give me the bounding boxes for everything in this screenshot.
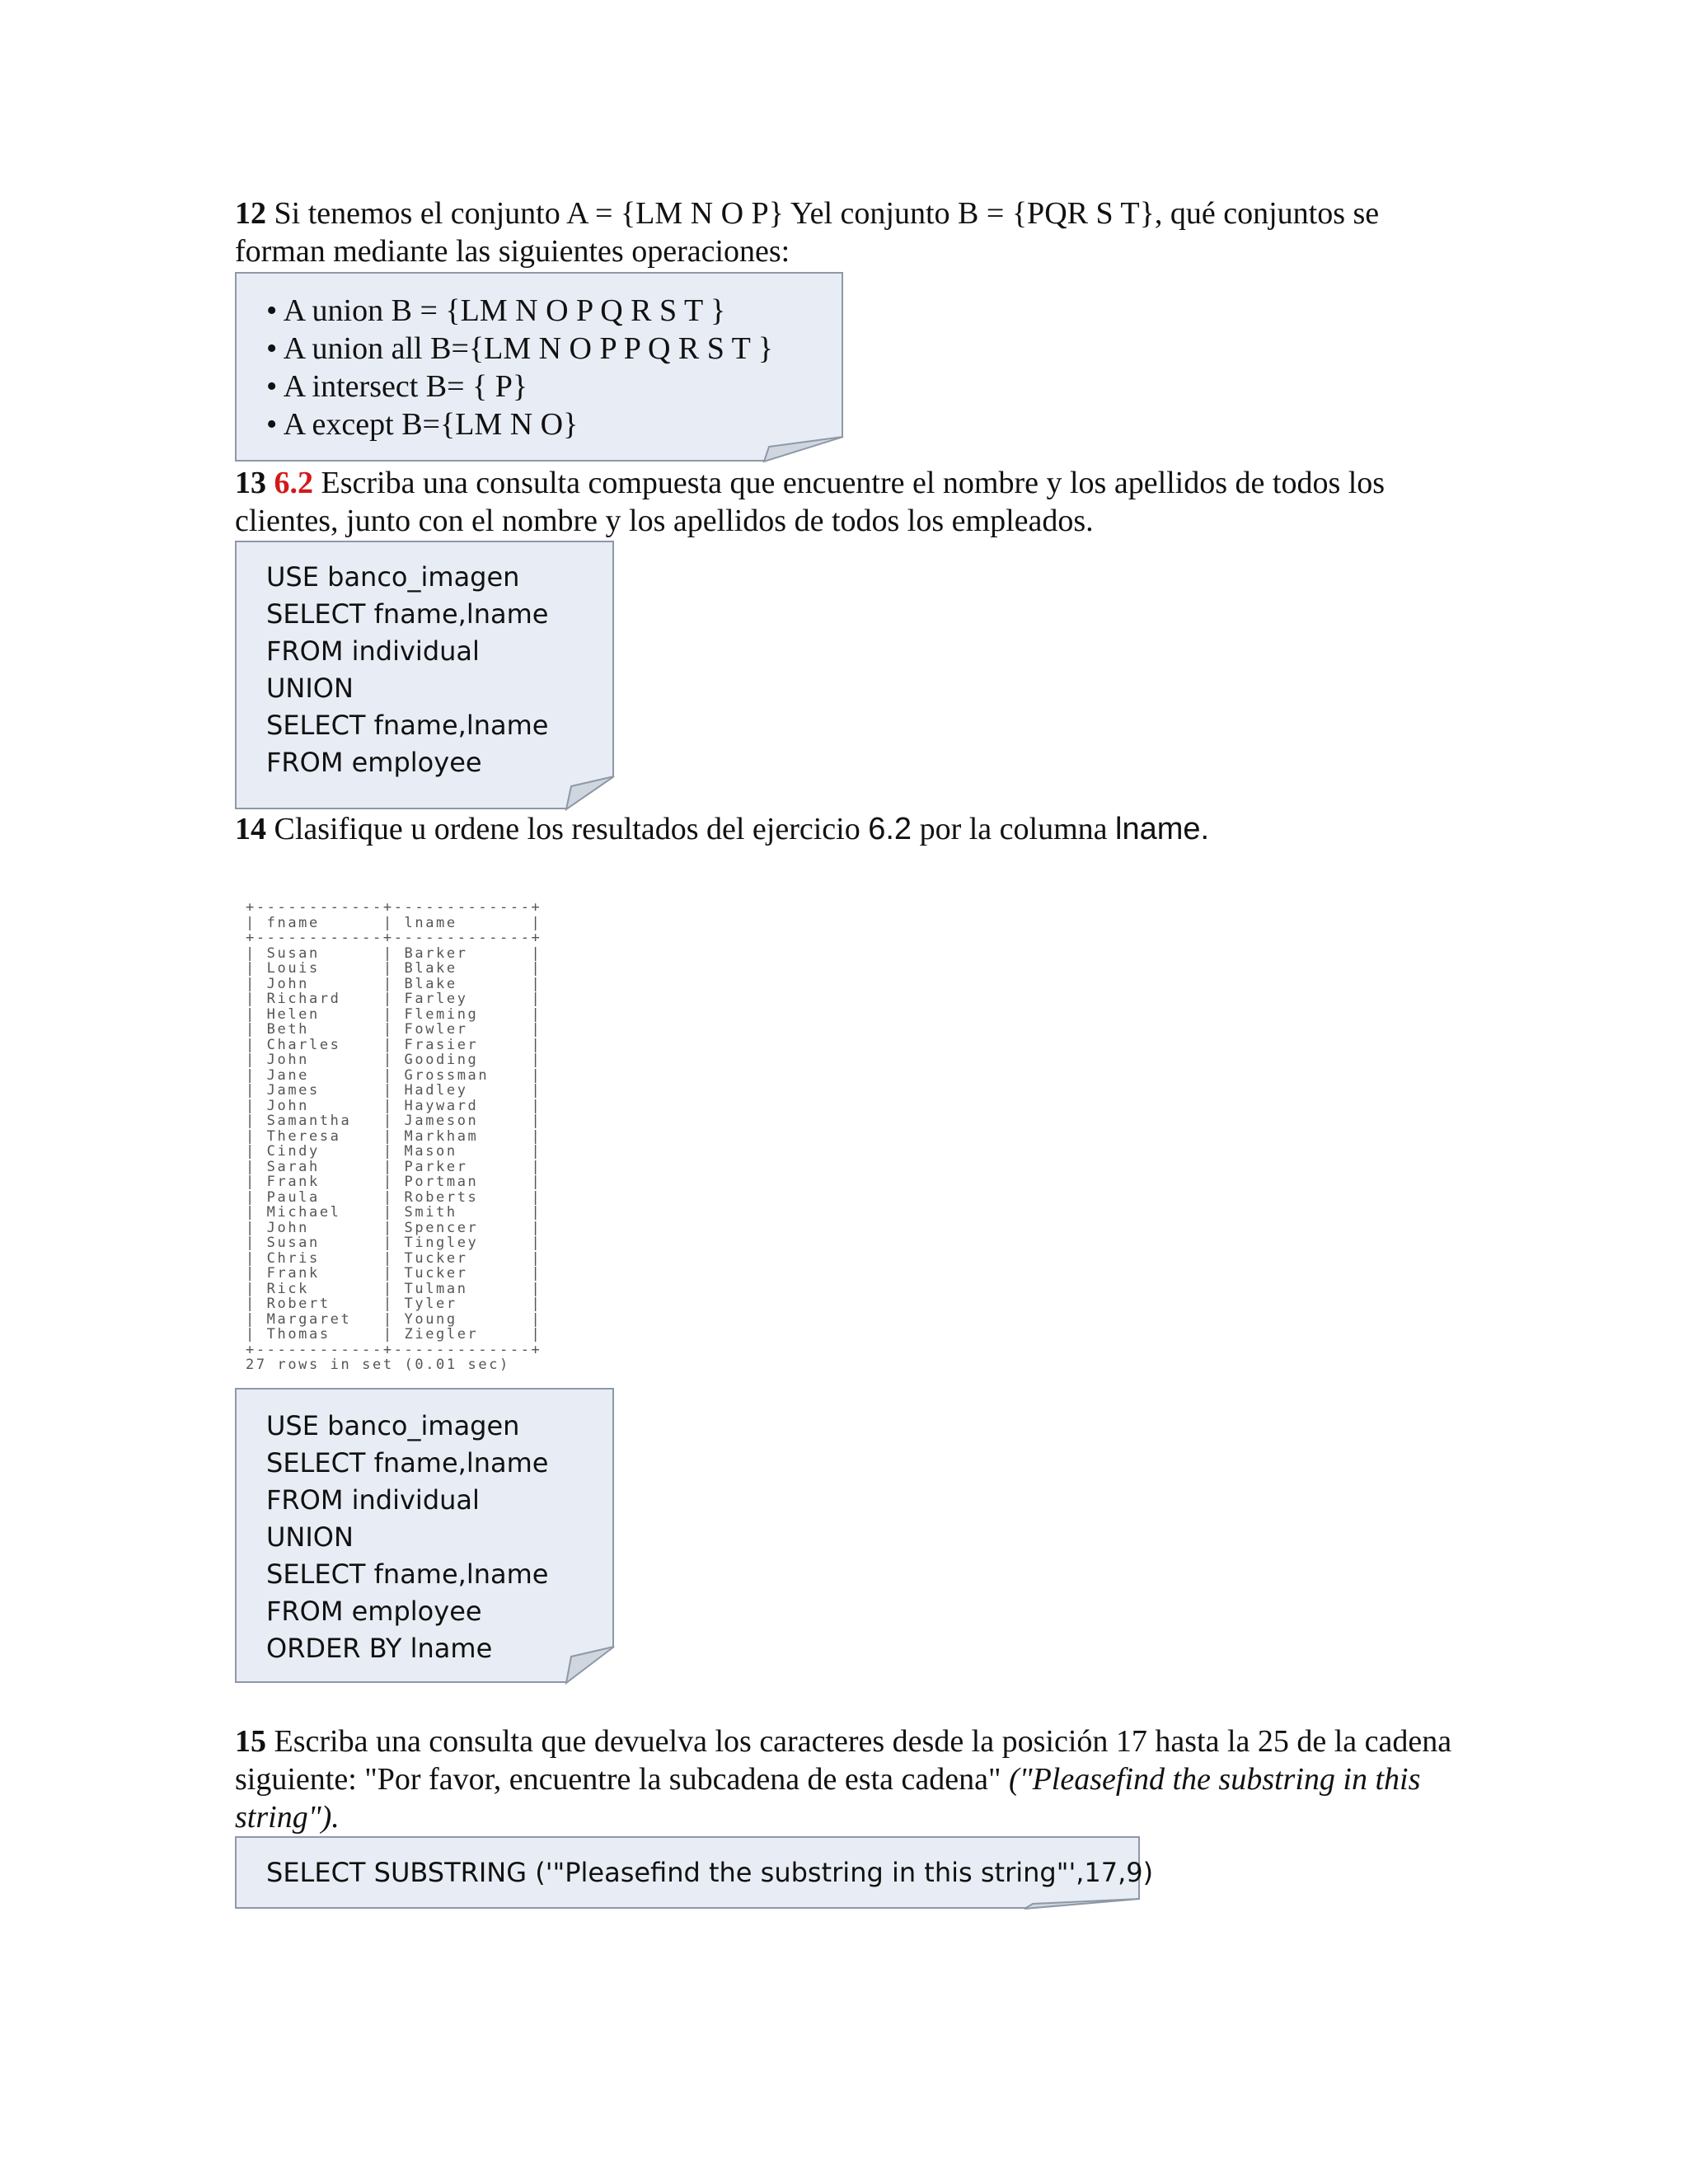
table-border: +------------+-------------+ bbox=[246, 930, 542, 946]
code-line: USE banco_imagen bbox=[266, 561, 520, 593]
question-13-text: Escriba una consulta compuesta que encuentre el nombre y los apellidos de todos los clientes, junto con el nombre y los apellidos de todos los empleados. bbox=[235, 466, 1386, 538]
table-row: | John | Spencer | bbox=[246, 1219, 542, 1236]
column-name: lname. bbox=[1115, 812, 1210, 846]
question-12-number: 12 bbox=[235, 196, 266, 231]
table-border: +------------+-------------+ bbox=[246, 1341, 542, 1358]
table-row: | John | Blake | bbox=[246, 975, 542, 992]
table-row: | Chris | Tucker | bbox=[246, 1249, 542, 1267]
table-row: | Richard | Farley | bbox=[246, 991, 542, 1007]
code-line: SELECT fname,lname bbox=[266, 598, 549, 630]
table-footer: 27 rows in set (0.01 sec) bbox=[246, 1357, 510, 1373]
question-13-number: 13 bbox=[235, 466, 266, 500]
table-row: | Louis | Blake | bbox=[246, 960, 542, 977]
table-row: | John | Hayward | bbox=[246, 1097, 542, 1114]
page-curl-icon bbox=[764, 437, 843, 462]
table-row: | Frank | Tucker | bbox=[246, 1265, 542, 1282]
bullet-except: • A except B={LM N O} bbox=[266, 407, 579, 442]
table-row: | Rick | Tulman | bbox=[246, 1280, 542, 1297]
answer-15-code bbox=[266, 1854, 1154, 1892]
answer-14-note bbox=[235, 1388, 614, 1683]
table-row: | Margaret | Young | bbox=[246, 1310, 542, 1328]
table-border: +------------+-------------+ bbox=[246, 899, 542, 916]
table-row: | Robert | Tyler | bbox=[246, 1296, 542, 1312]
question-15-text: Escriba una consulta que devuelva los caracteres desde la posición 17 hasta la 25 de la cadena siguiente: "Por favor, encuentre la subcadena de esta cadena" bbox=[235, 1724, 1452, 1797]
table-row: | Frank | Portman | bbox=[246, 1174, 542, 1190]
bullet-intersect: • A intersect B= { P} bbox=[266, 369, 528, 404]
table-row: | John | Gooding | bbox=[246, 1052, 542, 1068]
code-line: USE banco_imagen bbox=[266, 1410, 520, 1441]
page-curl-icon bbox=[566, 1647, 614, 1683]
table-header: | fname | lname | bbox=[246, 914, 542, 931]
question-14-number: 14 bbox=[235, 812, 266, 846]
answer-14-code bbox=[266, 1408, 606, 1664]
code-line: SELECT fname,lname bbox=[266, 710, 549, 741]
answer-12-note bbox=[235, 272, 843, 462]
answer-13-code bbox=[266, 559, 606, 780]
code-line: SELECT SUBSTRING ('"Pleasefind the substring in this string"',17,9) bbox=[266, 1857, 1154, 1888]
answer-15-note bbox=[235, 1836, 1154, 1909]
question-12-text: Si tenemos el conjunto A = {LM N O P} Yel conjunto B = {PQR S T}, qué conjuntos se forman mediante las siguientes operaciones: bbox=[235, 196, 1380, 269]
question-14-text-a: Clasifique u ordene los resultados del ejercicio bbox=[266, 812, 869, 846]
exercise-ref: 6.2 bbox=[274, 466, 313, 500]
bullet-union: • A union B = {LM N O P Q R S T } bbox=[266, 293, 726, 328]
question-12 bbox=[235, 194, 1471, 270]
table-row: | Theresa | Markham | bbox=[246, 1127, 542, 1145]
table-row: | Susan | Tingley | bbox=[246, 1235, 542, 1251]
code-line: UNION bbox=[266, 673, 354, 704]
page-curl-icon bbox=[1025, 1899, 1140, 1909]
code-line: SELECT fname,lname bbox=[266, 1558, 549, 1590]
question-14 bbox=[235, 810, 1471, 848]
page-curl-icon bbox=[566, 776, 614, 809]
question-15 bbox=[235, 1722, 1471, 1836]
table-row: | Beth | Fowler | bbox=[246, 1021, 542, 1038]
table-row: | James | Hadley | bbox=[246, 1082, 542, 1099]
code-line: FROM individual bbox=[266, 1484, 480, 1516]
question-14-text-b: por la columna bbox=[912, 812, 1115, 846]
code-line: SELECT fname,lname bbox=[266, 1447, 549, 1479]
answer-12-bullets bbox=[266, 292, 833, 442]
question-13 bbox=[235, 464, 1471, 540]
table-row: | Helen | Fleming | bbox=[246, 1005, 542, 1023]
exercise-ref: 6.2 bbox=[868, 812, 912, 846]
table-row: | Susan | Barker | bbox=[246, 944, 542, 962]
code-line: FROM employee bbox=[266, 1596, 482, 1627]
result-table bbox=[246, 900, 542, 1373]
question-15-translation: ("Pleasefind the substring in this string"). bbox=[235, 1762, 1421, 1835]
bullet-union-all: • A union all B={LM N O P P Q R S T } bbox=[266, 331, 773, 366]
table-row: | Cindy | Mason | bbox=[246, 1143, 542, 1160]
question-15-number: 15 bbox=[235, 1724, 266, 1759]
table-row: | Jane | Grossman | bbox=[246, 1066, 542, 1084]
answer-13-note bbox=[235, 541, 614, 809]
code-line: ORDER BY lname bbox=[266, 1633, 493, 1664]
table-row: | Paula | Roberts | bbox=[246, 1188, 542, 1206]
code-line: UNION bbox=[266, 1521, 354, 1553]
table-row: | Sarah | Parker | bbox=[246, 1158, 542, 1175]
table-row: | Thomas | Ziegler | bbox=[246, 1326, 542, 1343]
code-line: FROM employee bbox=[266, 747, 482, 778]
table-row: | Michael | Smith | bbox=[246, 1204, 542, 1221]
table-row: | Charles | Frasier | bbox=[246, 1036, 542, 1053]
code-line: FROM individual bbox=[266, 635, 480, 667]
table-row: | Samantha | Jameson | bbox=[246, 1113, 542, 1129]
